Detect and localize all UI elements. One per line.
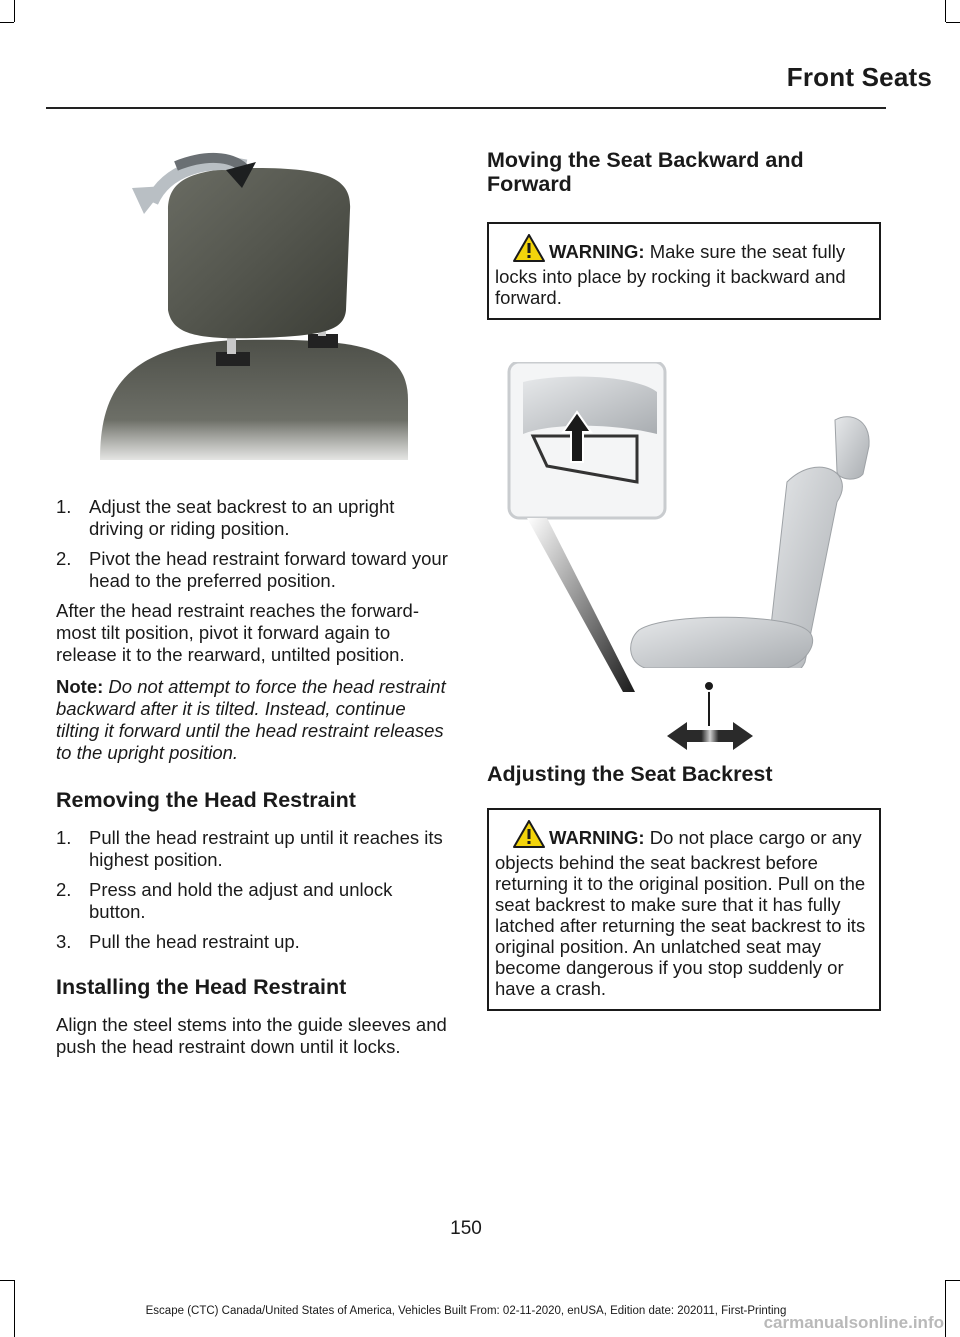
backrest-heading: Adjusting the Seat Backrest [487,762,773,786]
warning-label: WARNING: [549,241,645,262]
step-number: 1. [56,496,72,517]
warning-icon [513,234,545,266]
moving-heading: Moving the Seat Backward and Forward [487,148,804,196]
seat-fore-aft-illustration [487,362,881,750]
warning-label: WARNING: [549,827,645,848]
footer-text: Escape (CTC) Canada/United States of America, Vehicles Built From: 02-11-2020, enUSA, Edition date: 202011, First-Printing [145,1305,787,1317]
warning-box [487,222,881,320]
list-item [56,548,448,592]
remove-steps-list [56,827,448,953]
crop-mark [0,22,14,23]
note-label: Note: [56,676,104,697]
note [56,676,448,764]
crop-mark [14,0,15,22]
crop-mark [945,1280,946,1337]
head-restraint-illustration [56,140,448,470]
list-item [56,827,448,871]
seat-adjust-image [487,362,881,750]
tilt-steps-list [56,496,448,592]
step-number: 1. [56,827,72,848]
note-text: Do not attempt to force the head restraint backward after it is tilted. Instead, continue tilting it forward until the head restraint releases to the upright position. [56,676,446,763]
installing-heading: Installing the Head Restraint [56,975,347,999]
step-text: Pull the head restraint up until it reaches its highest position. [89,827,443,870]
step-text: Pivot the head restraint forward toward your head to the preferred position. [89,548,448,591]
head-restraint-tilt-image [56,140,448,470]
page-number: 150 [450,1218,482,1239]
step-text: Pull the head restraint up. [89,931,300,952]
step-text: Adjust the seat backrest to an upright driving or riding position. [89,496,395,539]
page-title: Front Seats [786,62,932,92]
warning-text: Make sure the seat fully locks into place by rocking it backward and forward. [495,241,846,308]
list-item [56,931,448,953]
step-text: Press and hold the adjust and unlock button. [89,879,393,922]
removing-heading: Removing the Head Restraint [56,788,356,812]
step-number: 2. [56,548,72,569]
crop-mark [0,1280,14,1281]
header-divider [46,107,886,109]
warning-icon [513,820,545,852]
watermark: carmanualsonline.info [763,1313,944,1332]
step-number: 2. [56,879,72,900]
left-column [56,140,448,1058]
step-number: 3. [56,931,72,952]
warning-box [487,808,881,1011]
tilt-paragraph: After the head restraint reaches the forward-most tilt position, pivot it forward again to release it to the rearward, untilted position. [56,600,419,665]
installing-paragraph: Align the steel stems into the guide sleeves and push the head restraint down until it locks. [56,1014,447,1057]
crop-mark [946,1280,960,1281]
crop-mark [945,0,946,22]
warning-text: Do not place cargo or any objects behind the seat backrest before returning it to the original position. Pull on the seat backrest to make sure that it has fully latched after returning the seat backrest to its original position. An unlatched seat may become dangerous if you stop suddenly or have a crash. [495,827,866,999]
right-column [487,140,881,1011]
list-item [56,879,448,923]
crop-mark [946,22,960,23]
list-item [56,496,448,540]
